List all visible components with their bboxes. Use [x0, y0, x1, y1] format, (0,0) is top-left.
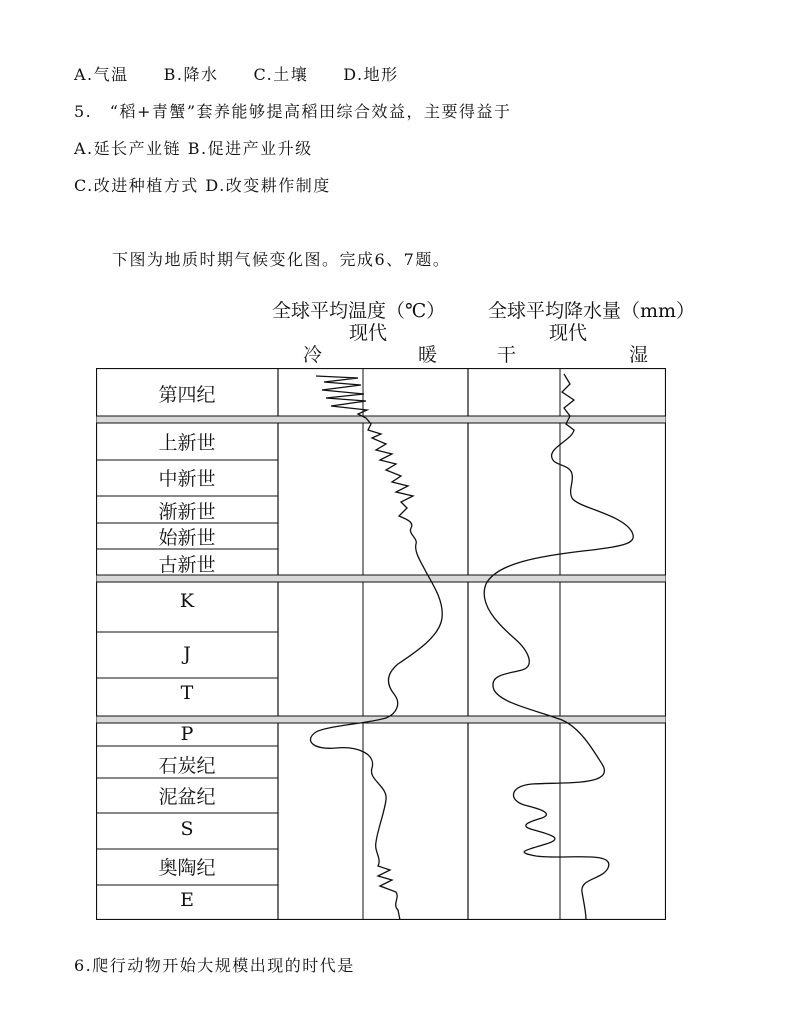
- temp-cold-label: 冷: [303, 344, 323, 366]
- q5-options-line1: A.延长产业链 B.促进产业升级: [74, 139, 313, 158]
- precipitation-curve: [484, 374, 633, 920]
- precip-wet-label: 湿: [629, 344, 649, 366]
- era-label: 始新世: [158, 527, 216, 549]
- era-label: J: [183, 643, 191, 665]
- climate-chart: [96, 368, 666, 920]
- q5-options-line2: C.改进种植方式 D.改变耕作制度: [74, 176, 331, 195]
- era-label: K: [179, 590, 195, 612]
- temperature-curve: [310, 376, 442, 920]
- era-label: T: [180, 682, 194, 704]
- precip-dry-label: 干: [497, 344, 517, 366]
- q5-stem: 5. “稻+青蟹”套养能够提高稻田综合效益，主要得益于: [74, 102, 512, 121]
- era-label: 渐新世: [158, 501, 216, 523]
- era-band: [96, 416, 666, 423]
- era-label: E: [180, 889, 194, 911]
- precip-title: 全球平均降水量（mm）: [488, 300, 696, 322]
- era-label: S: [180, 818, 194, 840]
- q6-stem: 6.爬行动物开始大规模出现的时代是: [74, 956, 355, 975]
- temp-title: 全球平均温度（℃）: [272, 300, 446, 322]
- temp-present-label: 现代: [349, 322, 388, 344]
- era-label: 中新世: [158, 468, 216, 490]
- era-label: 第四纪: [158, 384, 216, 406]
- precip-present-label: 现代: [549, 322, 588, 344]
- q4-options: A.气温 B.降水 C.土壤 D.地形: [74, 65, 399, 84]
- temp-warm-label: 暖: [418, 344, 438, 366]
- era-label: P: [180, 723, 194, 745]
- era-label: 奥陶纪: [158, 857, 216, 879]
- era-label: 古新世: [158, 554, 216, 576]
- era-label: 泥盆纪: [158, 786, 216, 808]
- figure-intro: 下图为地质时期气候变化图。完成6、7题。: [112, 250, 451, 269]
- era-label: 石炭纪: [158, 755, 216, 777]
- era-label: 上新世: [158, 432, 216, 454]
